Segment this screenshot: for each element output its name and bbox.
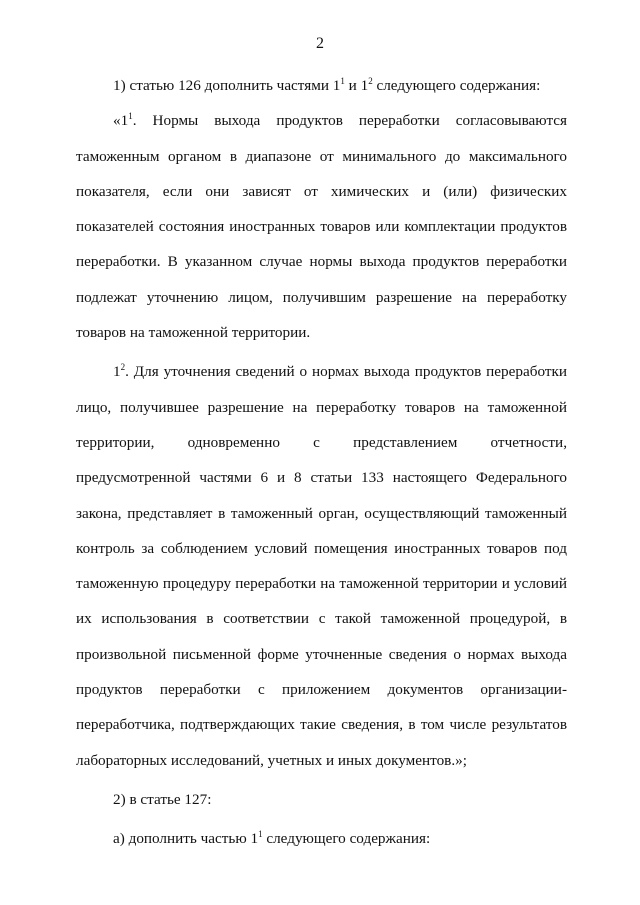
text-line: закона, представляет в таможенный орган, осуществляющий таможенный bbox=[76, 504, 567, 522]
text-line: показателей состояния иностранных товаров или комплектации продуктов bbox=[76, 218, 567, 236]
text-line: предусмотренной частями 6 и 8 статьи 133 настоящего Федерального bbox=[76, 469, 567, 487]
text-line: товаров на таможенной территории. bbox=[76, 324, 311, 342]
text-line: а) дополнить частью $1^1$ следующего содержания: bbox=[113, 829, 431, 848]
document-body bbox=[76, 68, 567, 857]
text-line: произвольной письменной форме уточненные сведения о нормах выхода bbox=[76, 645, 567, 663]
text-line: 2) в статье 127: bbox=[113, 790, 212, 808]
text-line: таможенным органом в диапазоне от минимального до максимального bbox=[76, 147, 567, 165]
text-line: территории, одновременно с представлением отчетности, bbox=[76, 433, 567, 451]
text-line: переработки. В указанном случае нормы выхода продуктов переработки bbox=[76, 253, 567, 271]
text-line: лабораторных исследований, учетных и иных документов.»; bbox=[76, 751, 467, 769]
text-line: $1^2$. Для уточнения сведений о нормах выхода продуктов переработки bbox=[113, 362, 567, 381]
text-line: переработчика, подтверждающих такие сведения, в том числе результатов bbox=[76, 716, 567, 734]
text-line: «$1^1$. Нормы выхода продуктов переработки согласовываются bbox=[113, 111, 567, 130]
text-line: показателя, если они зависят от химических и (или) физических bbox=[76, 182, 567, 200]
text-line: 1) статью 126 дополнить частями $1^1$ и $1^2$ следующего содержания: bbox=[113, 76, 541, 94]
text-line: их использования в соответствии с такой таможенной процедурой, в bbox=[76, 610, 567, 628]
text-line: лицо, получившее разрешение на переработку товаров на таможенной bbox=[76, 398, 567, 416]
text-line: контроль за соблюдением условий помещения иностранных товаров под bbox=[76, 539, 567, 557]
page-number: 2 bbox=[316, 35, 324, 52]
text-line: таможенную процедуру переработки на таможенной территории и условий bbox=[76, 575, 567, 593]
text-line: продуктов переработки с приложением документов организации- bbox=[76, 681, 567, 699]
text-line: подлежат уточнению лицом, получившим разрешение на переработку bbox=[76, 288, 567, 306]
